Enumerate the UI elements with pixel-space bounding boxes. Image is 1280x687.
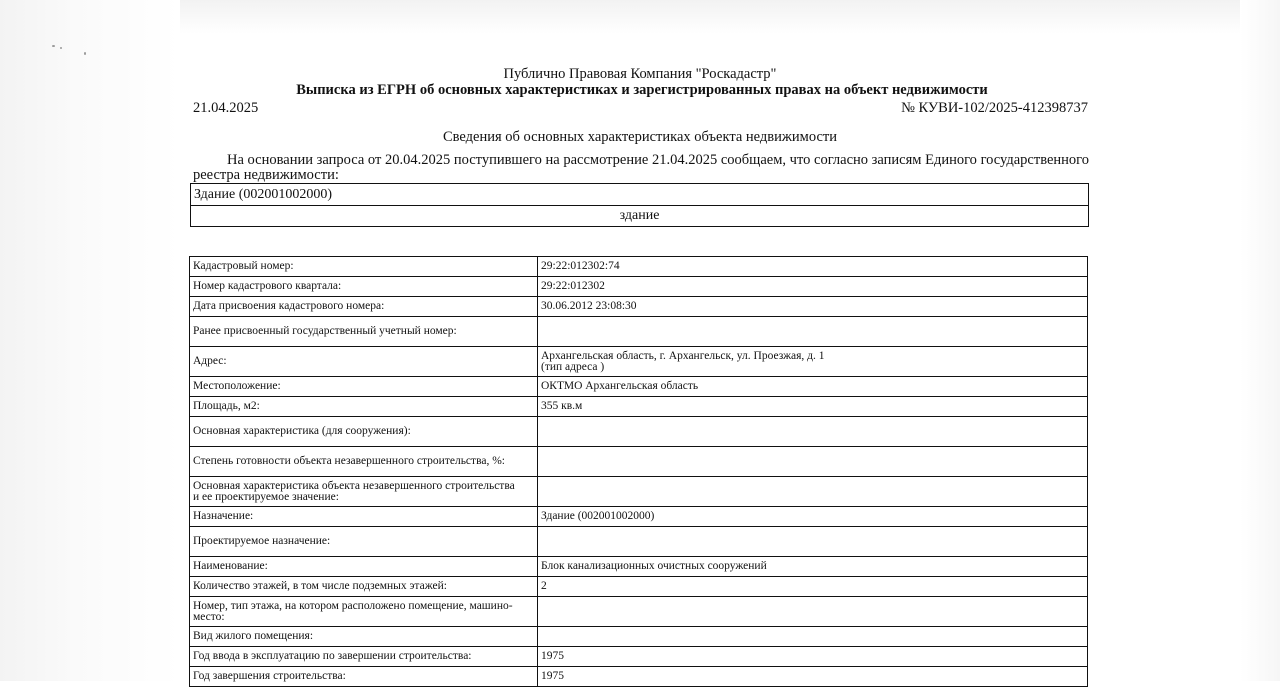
row-label bbox=[190, 597, 538, 627]
row-value: Здание (002001002000) bbox=[538, 507, 1088, 527]
table-row bbox=[190, 397, 1088, 417]
table-row bbox=[190, 527, 1088, 557]
document-title: Выписка из ЕГРН об основных характеристиках и зарегистрированных правах на объект недвижимости bbox=[296, 82, 988, 98]
row-value: 355 кв.м bbox=[538, 397, 1088, 417]
scan-shadow-right bbox=[1240, 0, 1280, 681]
row-value bbox=[538, 477, 1088, 507]
intro-paragraph: На основании запроса от 20.04.2025 поступившего на рассмотрение 21.04.2025 сообщаем, что согласно записям Единого государственного реестра недвижимости: bbox=[193, 152, 1089, 183]
row-value: ОКТМО Архангельская область bbox=[538, 377, 1088, 397]
table-row bbox=[190, 647, 1088, 667]
row-value bbox=[538, 447, 1088, 477]
document-number: № КУВИ-102/2025-412398737 bbox=[901, 100, 1088, 116]
table-row bbox=[190, 557, 1088, 577]
row-label: Площадь, м2: bbox=[190, 397, 538, 417]
table-row bbox=[190, 667, 1088, 687]
row-value: 29:22:012302 bbox=[538, 277, 1088, 297]
row-label: Степень готовности объекта незавершенного строительства, %: bbox=[190, 447, 538, 477]
table-row bbox=[190, 597, 1088, 627]
row-value: 2 bbox=[538, 577, 1088, 597]
row-label: Ранее присвоенный государственный учетный номер: bbox=[190, 317, 538, 347]
row-value: Блок канализационных очистных сооружений bbox=[538, 557, 1088, 577]
table-row bbox=[190, 317, 1088, 347]
row-value bbox=[538, 317, 1088, 347]
table-row bbox=[190, 627, 1088, 647]
row-value: 1975 bbox=[538, 647, 1088, 667]
row-label: Основная характеристика (для сооружения): bbox=[190, 417, 538, 447]
row-value: 29:22:012302:74 bbox=[538, 257, 1088, 277]
organization-name: Публично Правовая Компания "Роскадастр" bbox=[503, 66, 777, 82]
scan-shadow-top bbox=[0, 0, 1280, 34]
table-row bbox=[190, 507, 1088, 527]
row-label-line: Основная характеристика объекта незавершенного строительства bbox=[193, 479, 515, 492]
table-row bbox=[190, 377, 1088, 397]
characteristics-table bbox=[189, 256, 1088, 687]
section-title: Сведения об основных характеристиках объекта недвижимости bbox=[442, 129, 838, 145]
row-label: Год ввода в эксплуатацию по завершении строительства: bbox=[190, 647, 538, 667]
row-label: Местоположение: bbox=[190, 377, 538, 397]
table-row bbox=[190, 577, 1088, 597]
scan-speck bbox=[52, 45, 55, 47]
row-label: Год завершения строительства: bbox=[190, 667, 538, 687]
table-row bbox=[190, 277, 1088, 297]
object-type-label: Здание (002001002000) bbox=[191, 184, 1088, 206]
row-label: Назначение: bbox=[190, 507, 538, 527]
object-kind: здание bbox=[619, 208, 660, 223]
row-label-line: Номер, тип этажа, на котором расположено помещение, машино- bbox=[193, 599, 513, 612]
table-row bbox=[190, 477, 1088, 507]
row-label-line: место: bbox=[193, 610, 225, 623]
row-label: Дата присвоения кадастрового номера: bbox=[190, 297, 538, 317]
table-row bbox=[190, 347, 1088, 377]
address-line: Архангельская область, г. Архангельск, ул. Проезжая, д. 1 bbox=[541, 349, 825, 362]
row-value bbox=[538, 597, 1088, 627]
scan-shadow-left bbox=[0, 0, 180, 681]
object-type-box bbox=[190, 183, 1089, 227]
row-label-line: и ее проектируемое значение: bbox=[193, 490, 339, 503]
row-label: Проектируемое назначение: bbox=[190, 527, 538, 557]
row-label: Вид жилого помещения: bbox=[190, 627, 538, 647]
row-value bbox=[538, 417, 1088, 447]
row-label: Номер кадастрового квартала: bbox=[190, 277, 538, 297]
table-row bbox=[190, 417, 1088, 447]
row-label: Количество этажей, в том числе подземных этажей: bbox=[190, 577, 538, 597]
row-value bbox=[538, 527, 1088, 557]
row-value bbox=[538, 627, 1088, 647]
row-label bbox=[190, 477, 538, 507]
row-value: 1975 bbox=[538, 667, 1088, 687]
address-type: (тип адреса ) bbox=[541, 360, 605, 373]
row-value: 30.06.2012 23:08:30 bbox=[538, 297, 1088, 317]
row-value bbox=[538, 347, 1088, 377]
row-label: Кадастровый номер: bbox=[190, 257, 538, 277]
scan-speck bbox=[84, 52, 86, 55]
scan-speck bbox=[60, 47, 62, 49]
document-date: 21.04.2025 bbox=[193, 100, 259, 116]
table-row bbox=[190, 447, 1088, 477]
row-label: Адрес: bbox=[190, 347, 538, 377]
table-row bbox=[190, 257, 1088, 277]
table-row bbox=[190, 297, 1088, 317]
row-label: Наименование: bbox=[190, 557, 538, 577]
